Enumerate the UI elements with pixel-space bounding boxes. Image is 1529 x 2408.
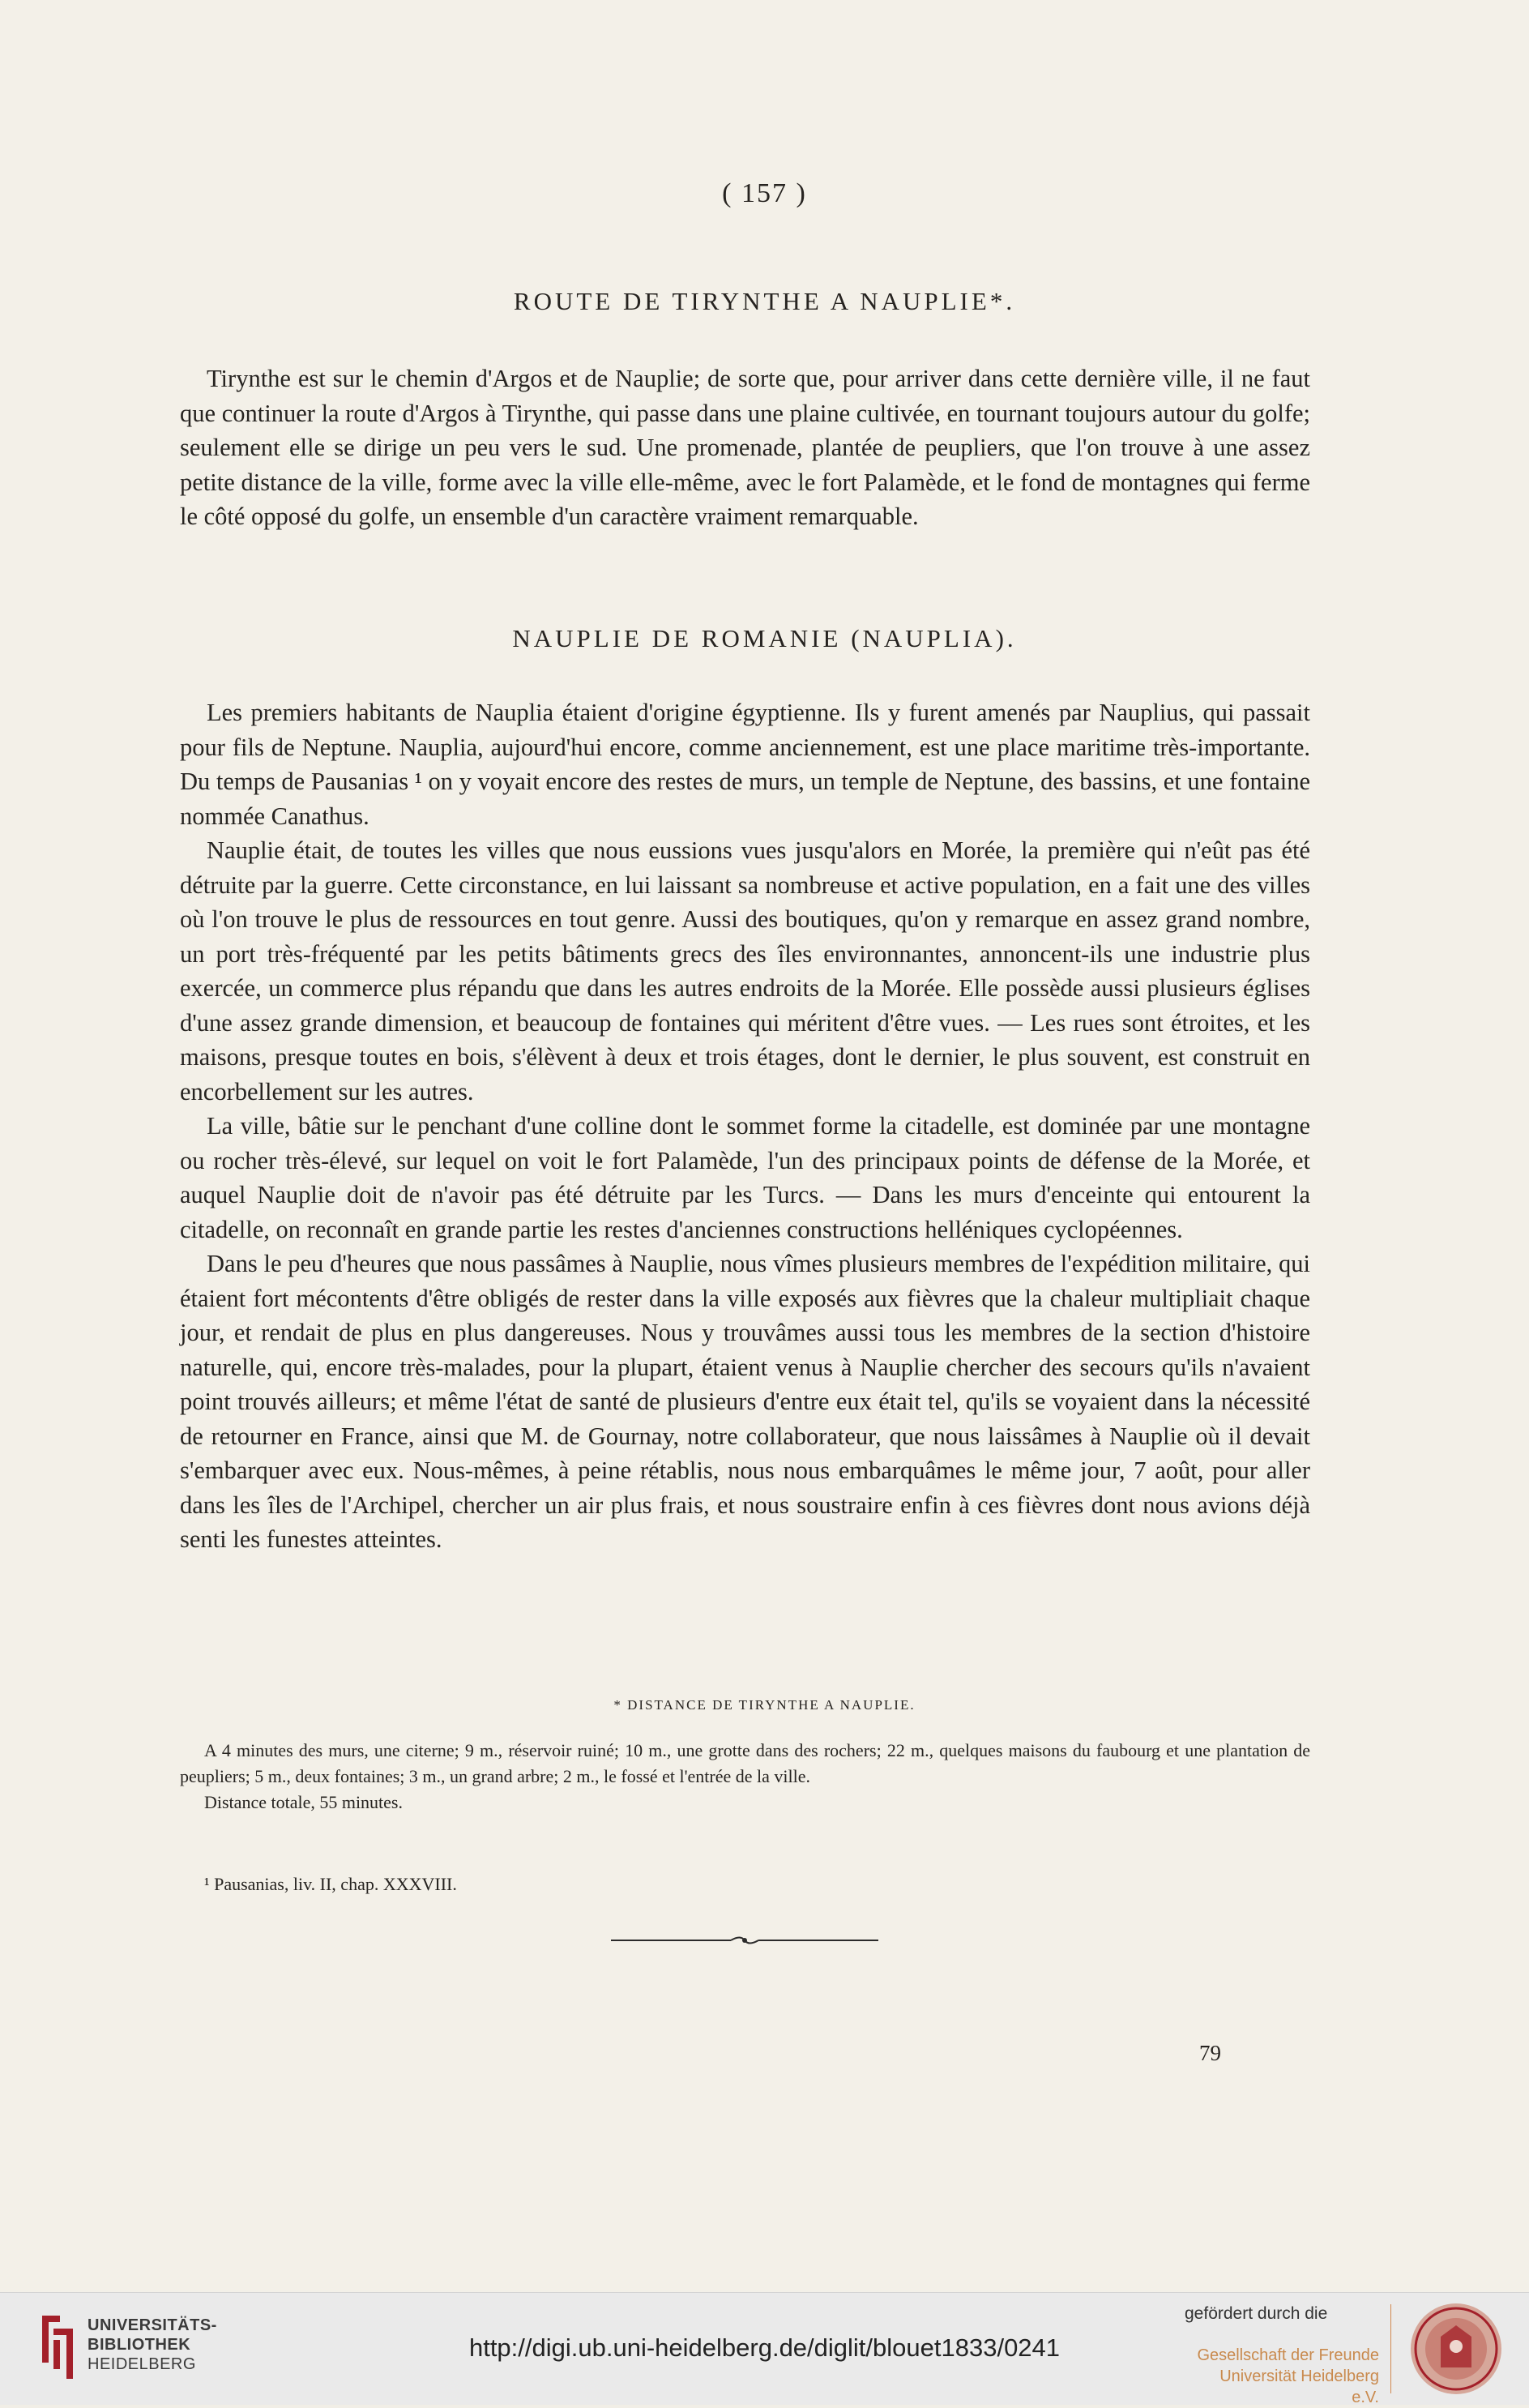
paragraph: Dans le peu d'heures que nous passâmes à Nauplie, nous vîmes plusieurs membres de l'expédition militaire, qui étaient fort mécontents d'être obligés de rester dans la ville exposés aux fièvres que la chaleur multipliait chaque jour, et rendait de plus en plus dangereuses. Nous y trouvâmes aussi tous les membres de la section d'histoire naturelle, qui, encore très-malades, pour la plupart, étaient venus à Nauplie chercher des secours qu'ils n'avaient point trouvés ailleurs; et même l'état de santé de plusieurs d'entre eux était tel, qu'ils se voyaient dans la nécessité de retourner en France, ainsi que M. de Gournay, notre collaborateur, que nous laissâmes à Nauplie où il devait s'embarquer avec eux. Nous-mêmes, à peine rétablis, nous nous embarquâmes le même jour, 7 août, pour aller dans les îles de l'Archipel, chercher un air plus frais, et nous soustraire enfin à ces fièvres dont nous avions déjà senti les funestes atteintes.	[180, 1250, 1310, 1553]
note-total: Distance totale, 55 minutes.	[204, 1792, 403, 1812]
footer-divider	[1390, 2304, 1391, 2393]
note-title: * DISTANCE DE TIRYNTHE A NAUPLIE.	[613, 1697, 916, 1713]
paragraph: Les premiers habitants de Nauplia étaient d'origine égyptienne. Ils y furent amenés par Nauplius, qui passait pour fils de Neptune. Nauplia, aujourd'hui encore, comme anciennement, est une place maritime très-importante. Du temps de Pausanias ¹ on y voyait encore des restes de murs, un temple de Neptune, des bassins, et une fontaine nommée Canathus.	[180, 699, 1310, 830]
library-name: UNIVERSITÄTS- BIBLIOTHEK HEIDELBERG	[88, 2316, 217, 2373]
body-text-nauplie	[180, 695, 1310, 1557]
paragraph: La ville, bâtie sur le penchant d'une colline dont le sommet forme la citadelle, est dominée par une montagne ou rocher très-élevé, sur lequel on voit le fort Palamède, l'un des principaux points de défense de la Morée, et auquel Nauplie doit de n'avoir pas été détruite par les Turcs. — Dans les murs d'enceinte qui entourent la citadelle, on reconnaît en grande partie les restes d'anciennes constructions helléniques cyclopéennes.	[180, 1112, 1310, 1243]
ornament-divider	[611, 1932, 878, 1948]
footnote: ¹ Pausanias, liv. II, chap. XXXVIII.	[204, 1874, 457, 1894]
folio-number: 79	[1199, 2041, 1221, 2065]
paragraph: Tirynthe est sur le chemin d'Argos et de Nauplie; de sorte que, pour arriver dans cette dernière ville, il ne faut que continuer la route d'Argos à Tirynthe, qui passe dans une plaine cultivée, en tournant toujours autour du golfe; seulement elle se dirige un peu vers le sud. Une promenade, plantée de peupliers, que l'on trouve à une assez petite distance de la ville, forme avec la ville elle-même, avec le fort Palamède, et le fond de montagnes qui ferme le côté opposé du golfe, un ensemble d'un caractère vraiment remarquable.	[180, 365, 1310, 530]
university-seal-icon	[1408, 2301, 1504, 2397]
funded-by-label: gefördert durch die	[1185, 2304, 1328, 2323]
distance-note	[180, 1738, 1310, 1816]
section-heading-nauplie: NAUPLIE DE ROMANIE (NAUPLIA).	[512, 624, 1017, 652]
society-name: Gesellschaft der Freunde Universität Heidelberg e.V.	[1197, 2346, 1379, 2406]
page-number: ( 157 )	[722, 178, 807, 208]
note-text: A 4 minutes des murs, une citerne; 9 m., réservoir ruiné; 10 m., une grotte dans des rochers; 22 m., quelques maisons du faubourg et une plantation de peupliers; 5 m., deux fontaines; 3 m., un grand arbre; 2 m., le fossé et l'entrée de la ville.	[180, 1740, 1310, 1786]
body-text-route	[180, 361, 1310, 534]
permalink-url[interactable]: http://digi.ub.uni-heidelberg.de/diglit/blouet1833/0241	[468, 2333, 1061, 2362]
section-heading-route: ROUTE DE TIRYNTHE A NAUPLIE*.	[513, 287, 1016, 315]
footer-bar	[0, 2292, 1529, 2405]
paragraph: Nauplie était, de toutes les villes que nous eussions vues jusqu'alors en Morée, la première qui n'eût pas été détruite par la guerre. Cette circonstance, en lui laissant sa nombreuse et active population, en a fait une des villes où l'on trouve le plus de ressources en tout genre. Aussi des boutiques, qu'on y remarque en assez grand nombre, un port très-fréquenté par les petits bâtiments grecs des îles environnantes, annoncent-ils une industrie plus exercée, un commerce plus répandu que dans les autres endroits de la Morée. Elle possède aussi plusieurs églises d'une assez grande dimension, et beaucoup de fontaines qui méritent d'être vues. — Les rues sont étroites, et les maisons, presque toutes en bois, s'élèvent à deux et trois étages, dont le dernier, le plus souvent, est construit en encorbellement sur les autres.	[180, 836, 1310, 1106]
